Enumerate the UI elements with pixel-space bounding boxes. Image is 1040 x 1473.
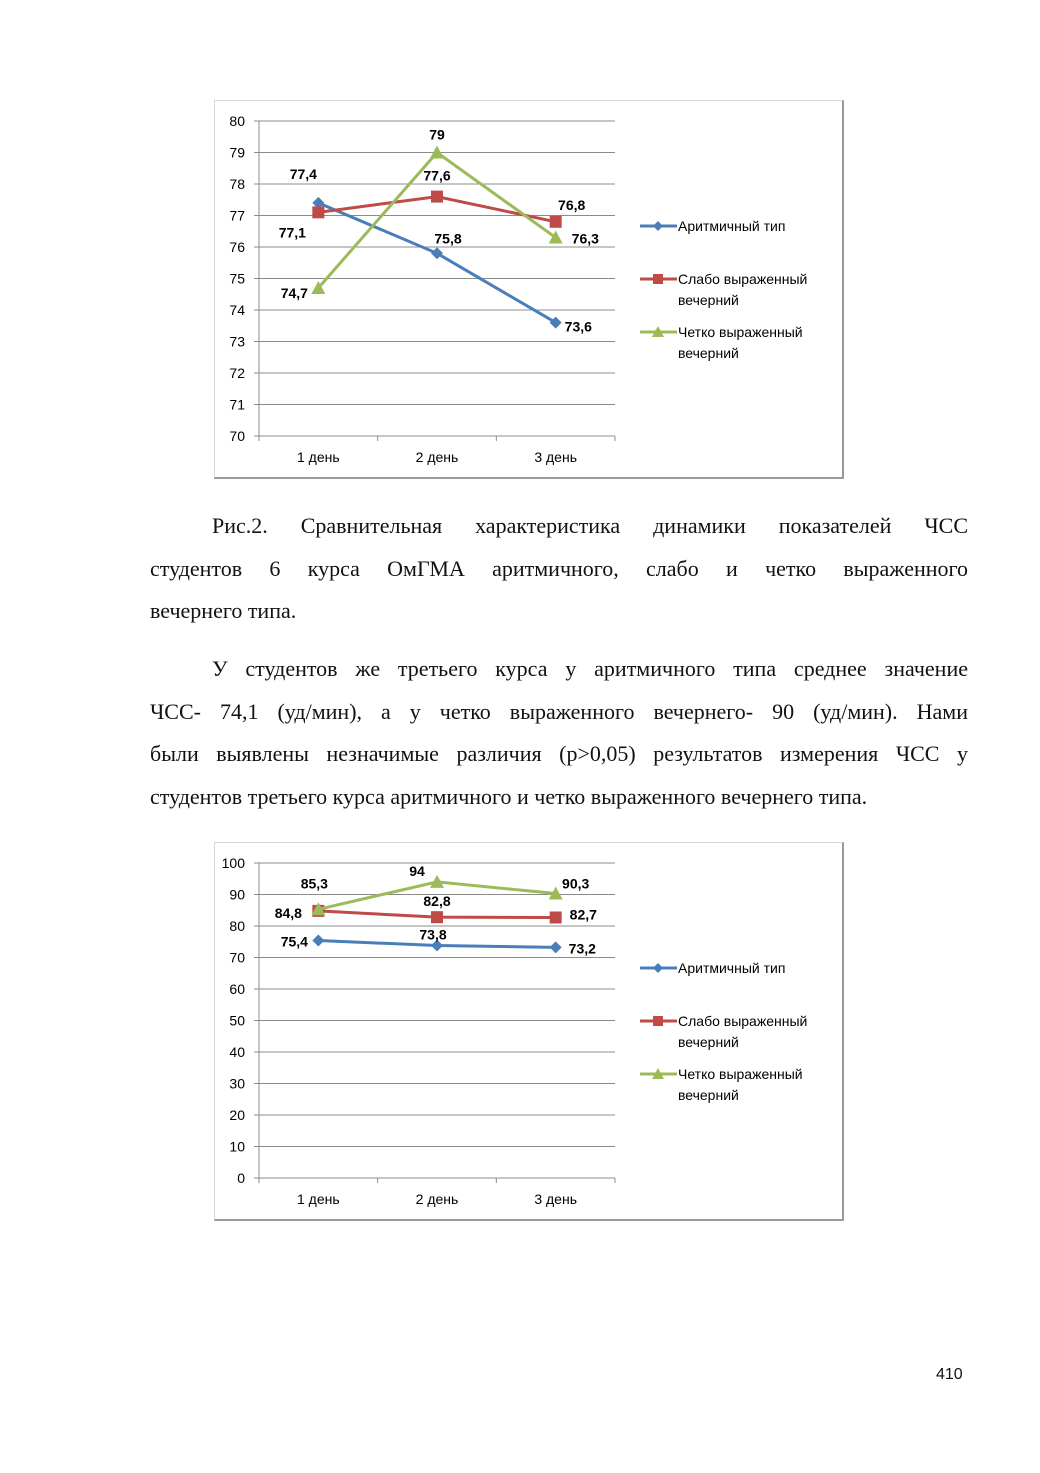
data-label: 77,4	[289, 165, 317, 182]
legend-label: Слабо выраженный	[678, 1013, 808, 1029]
x-tick-label: 2 день	[415, 449, 459, 465]
y-tick-label: 78	[229, 176, 245, 192]
body-line: были выявлены незначимые различия (р>0,05) результатов измерения ЧСС у	[150, 741, 968, 766]
data-point	[431, 191, 443, 203]
series-1	[312, 191, 561, 228]
data-label: 82,8	[423, 893, 451, 910]
y-tick-label: 60	[229, 981, 245, 997]
data-point	[550, 911, 562, 923]
y-tick-label: 73	[229, 333, 245, 350]
data-label: 76,8	[558, 196, 586, 213]
data-label: 75,4	[280, 933, 308, 950]
y-tick-label: 80	[229, 918, 245, 934]
data-label: 90,3	[562, 875, 590, 892]
legend-label: вечерний	[678, 292, 739, 308]
data-label: 75,8	[434, 230, 462, 247]
legend	[640, 960, 807, 1103]
data-label: 73,6	[564, 318, 592, 335]
body-line: ЧСС- 74,1 (уд/мин), а у четко выраженного вечернего- 90 (уд/мин). Нами	[150, 698, 968, 724]
page-number: 410	[936, 1366, 963, 1383]
legend-label: Слабо выраженный	[678, 271, 808, 287]
body-line: студентов третьего курса аритмичного и четко выраженного вечернего типа.	[150, 783, 868, 809]
data-point	[550, 941, 562, 953]
y-tick-label: 79	[229, 144, 245, 161]
y-tick-label: 50	[229, 1012, 245, 1029]
data-label: 84,8	[274, 904, 302, 921]
y-tick-label: 70	[229, 949, 245, 966]
chart-2	[214, 842, 844, 1221]
figure-caption	[150, 505, 968, 633]
x-tick-label: 1 день	[297, 449, 340, 465]
data-point	[431, 247, 443, 259]
legend-label: вечерний	[678, 1034, 739, 1050]
body-paragraph	[150, 648, 968, 818]
chart-2-svg	[215, 843, 843, 1220]
y-tick-label: 90	[229, 886, 245, 903]
x-tick-label: 2 день	[415, 1191, 459, 1207]
data-point	[312, 206, 324, 218]
y-tick-label: 80	[229, 113, 245, 129]
x-tick-label: 3 день	[534, 1191, 577, 1207]
data-label: 82,7	[569, 906, 597, 923]
legend-label: Четко выраженный	[678, 1066, 803, 1082]
data-label: 73,8	[419, 926, 447, 943]
legend-marker	[653, 274, 663, 284]
data-point	[431, 911, 443, 923]
y-tick-label: 74	[229, 302, 245, 318]
y-tick-label: 72	[229, 365, 245, 381]
caption-line: Рис.2. Сравнительная характеристика динамики показателей ЧСС	[212, 513, 968, 538]
legend-label: Аритмичный тип	[678, 218, 786, 234]
legend-label: вечерний	[678, 1087, 739, 1103]
legend	[640, 218, 807, 361]
data-point	[312, 934, 324, 946]
legend-label: вечерний	[678, 345, 739, 361]
legend-marker	[653, 963, 663, 973]
data-label: 73,2	[568, 940, 596, 957]
data-label: 76,3	[571, 230, 599, 247]
y-tick-label: 77	[229, 207, 245, 224]
x-tick-label: 3 день	[534, 449, 577, 465]
y-tick-label: 10	[229, 1138, 245, 1155]
y-tick-label: 40	[229, 1044, 245, 1060]
y-tick-label: 100	[221, 855, 245, 871]
y-tick-label: 70	[229, 428, 245, 444]
data-label: 74,7	[280, 284, 308, 301]
legend-label: Четко выраженный	[678, 324, 803, 340]
y-tick-label: 0	[237, 1170, 245, 1186]
chart-1-svg	[215, 101, 843, 478]
y-tick-label: 76	[229, 239, 245, 255]
data-label: 85,3	[300, 875, 328, 892]
legend-marker	[653, 221, 663, 231]
data-point	[550, 216, 562, 228]
caption-line: студентов 6 курса ОмГМА аритмичного, слабо и четко выраженного	[150, 555, 968, 581]
x-tick-label: 1 день	[297, 1191, 340, 1207]
series-line	[318, 203, 555, 323]
body-line: У студентов же третьего курса у аритмичного типа среднее значение	[212, 656, 968, 681]
data-label: 79	[429, 126, 445, 143]
caption-line: вечернего типа.	[150, 598, 297, 623]
data-label: 77,6	[423, 167, 451, 184]
y-tick-label: 30	[229, 1075, 245, 1092]
legend-label: Аритмичный тип	[678, 960, 786, 976]
data-label: 77,1	[278, 224, 306, 241]
legend-marker	[653, 1016, 663, 1026]
data-point	[550, 317, 562, 329]
data-label: 94	[409, 862, 425, 879]
y-tick-label: 71	[229, 396, 245, 413]
chart-1	[214, 100, 844, 479]
y-tick-label: 20	[229, 1107, 245, 1123]
y-tick-label: 75	[229, 270, 245, 287]
